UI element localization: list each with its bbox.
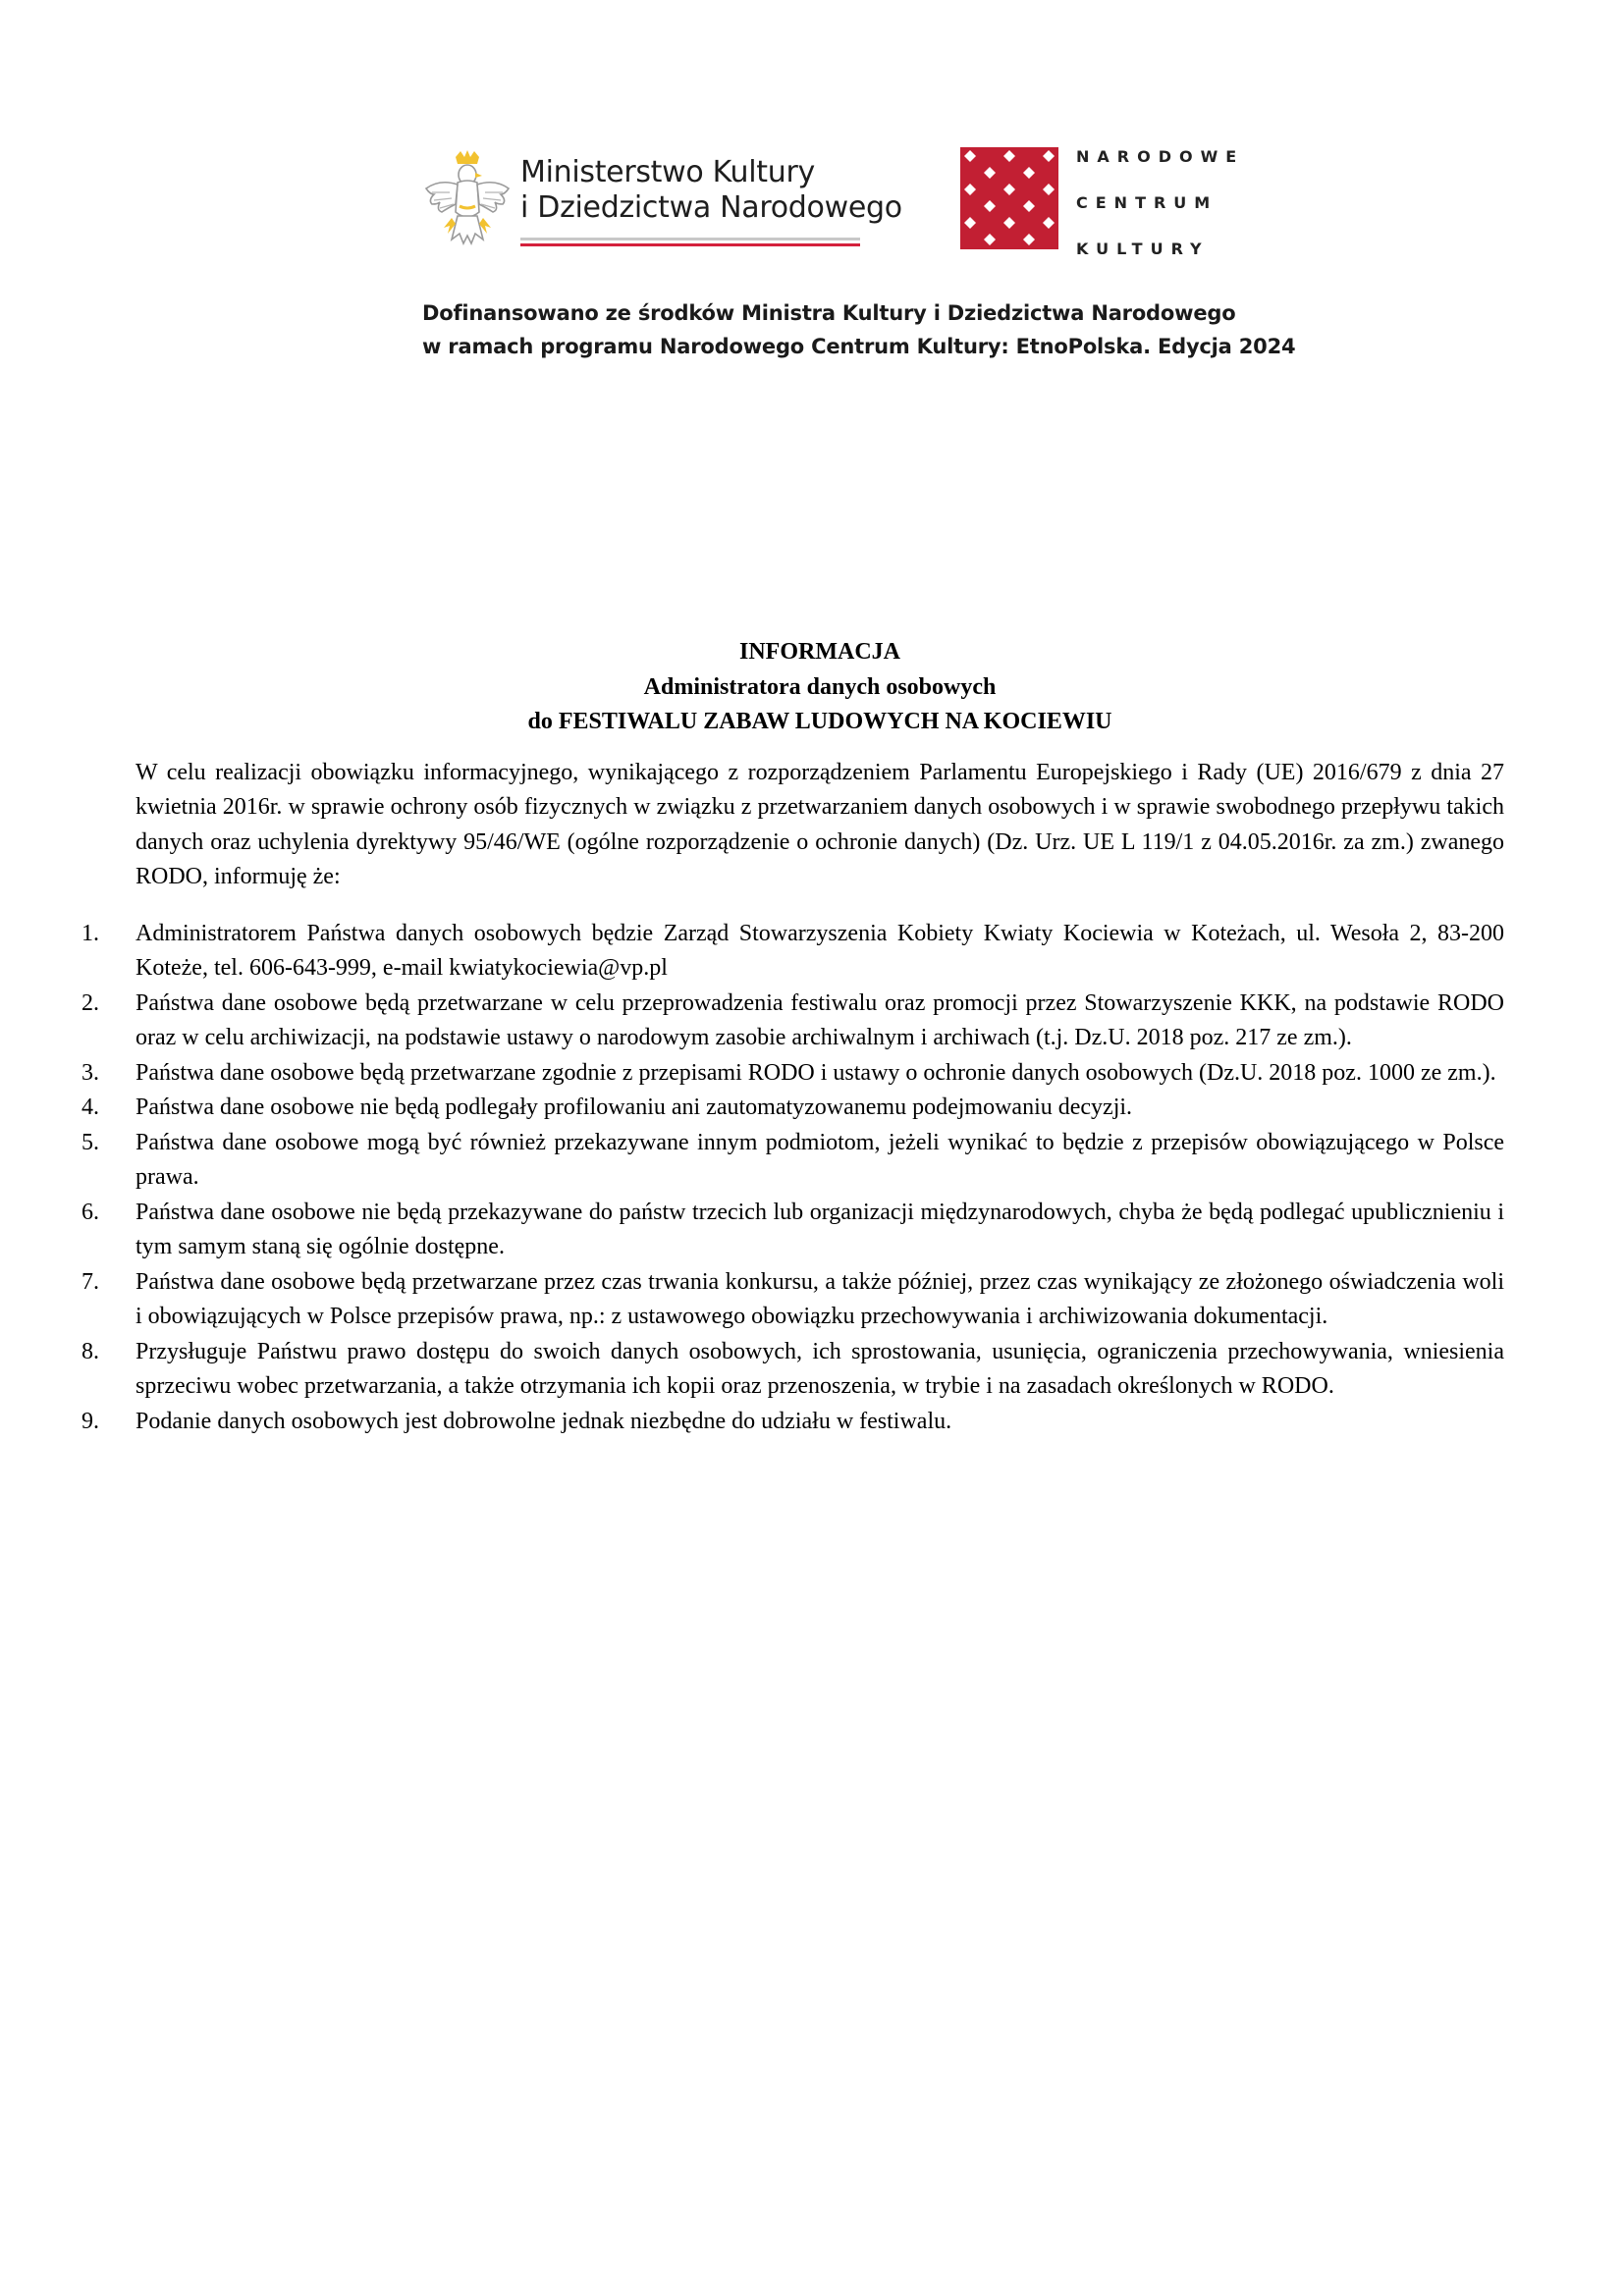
list-item bbox=[81, 917, 1504, 987]
list-item-text: Administratorem Państwa danych osobowych będzie Zarząd Stowarzyszenia Kobiety Kwiaty Kociewia w Koteżach, ul. Wesoła 2, 83-200 Koteże, tel. 606-643-999, e-mail kwiatykociewia@vp.pl bbox=[135, 920, 1504, 981]
document-body bbox=[81, 635, 1504, 1463]
clauses-list bbox=[81, 917, 1504, 1440]
ministry-name-line2: i Dziedzictwa Narodowego bbox=[520, 190, 902, 225]
list-item bbox=[81, 987, 1504, 1056]
document-title: INFORMACJA bbox=[739, 639, 900, 665]
nck-word-2: CENTRUM bbox=[1076, 193, 1218, 212]
intro-paragraph bbox=[135, 756, 1504, 895]
ministry-logo-bars bbox=[520, 238, 860, 246]
ministry-name-line1: Ministerstwo Kultury bbox=[520, 155, 815, 189]
list-item-text: Państwa dane osobowe będą przetwarzane przez czas trwania konkursu, a także później, przez czas wynikający ze złożonego oświadczenia woli i obowiązujących w Polsce przepisów prawa, np.: z ustawowego obowiązku przechowywania i archiwizowania dokumentacji. bbox=[135, 1268, 1504, 1329]
list-item bbox=[81, 1126, 1504, 1196]
list-item-number: 5. bbox=[81, 1129, 99, 1155]
funding-note bbox=[422, 296, 1306, 363]
list-item-text: Państwa dane osobowe będą przetwarzane w celu przeprowadzenia festiwalu oraz promocji przez Stowarzyszenie KKK, na podstawie RODO oraz w celu archiwizacji, na podstawie ustawy o narodowym zasobie archiwalnym i archiwach (t.j. Dz.U. 2018 poz. 217 ze zm.). bbox=[135, 989, 1504, 1050]
document-subtitle-1: Administratora danych osobowych bbox=[643, 673, 997, 700]
list-item-text: Przysługuje Państwu prawo dostępu do swoich danych osobowych, ich sprostowania, usunięcia, ograniczenia przechowywania, wniesienia sprzeciwu wobec przetwarzania, a także otrzymania ich kopii oraz przenoszenia, w trybie i na zasadach określonych w RODO. bbox=[135, 1338, 1504, 1399]
list-item-text: Państwa dane osobowe będą przetwarzane zgodnie z przepisami RODO i ustawy o ochronie danych osobowych (Dz.U. 2018 poz. 1000 ze zm.). bbox=[135, 1059, 1496, 1086]
ministry-name bbox=[520, 155, 902, 226]
list-item bbox=[81, 1056, 1504, 1092]
list-item-text: Państwa dane osobowe mogą być również przekazywane innym podmiotom, jeżeli wynikać to będzie z przepisów obowiązującego w Polsce prawa. bbox=[135, 1129, 1504, 1190]
list-item-text: Państwa dane osobowe nie będą przekazywane do państw trzecich lub organizacji międzynarodowych, chyba że będą podlegać upublicznieniu i tym samym staną się ogólnie dostępne. bbox=[135, 1199, 1504, 1259]
list-item-number: 3. bbox=[81, 1059, 99, 1086]
list-item-text: Podanie danych osobowych jest dobrowolne jednak niezbędne do udziału w festiwalu. bbox=[135, 1408, 952, 1434]
nck-logo bbox=[960, 147, 1255, 258]
ministry-bar-red bbox=[520, 243, 860, 246]
list-item-number: 6. bbox=[81, 1199, 99, 1225]
list-item-number: 8. bbox=[81, 1338, 99, 1364]
document-title-block bbox=[135, 635, 1504, 740]
ministry-bar-grey bbox=[520, 238, 860, 240]
nck-word-3: KULTURY bbox=[1076, 240, 1210, 258]
list-item-number: 2. bbox=[81, 989, 99, 1016]
list-item-text: Państwa dane osobowe nie będą podlegały profilowaniu ani zautomatyzowanemu podejmowaniu decyzji. bbox=[135, 1095, 1133, 1120]
list-item bbox=[81, 1196, 1504, 1265]
list-item bbox=[81, 1091, 1504, 1126]
document-subtitle-2: do FESTIWALU ZABAW LUDOWYCH NA KOCIEWIU bbox=[527, 709, 1112, 734]
nck-word-1: NARODOWE bbox=[1076, 147, 1245, 166]
list-item-number: 1. bbox=[81, 920, 99, 946]
list-item-number: 4. bbox=[81, 1095, 99, 1120]
polish-eagle-emblem-icon bbox=[420, 149, 514, 251]
intro-text: W celu realizacji obowiązku informacyjnego, wynikającego z rozporządzeniem Parlamentu Europejskiego i Rady (UE) 2016/679 z dnia 27 kwietnia 2016r. w sprawie ochrony osób fizycznych w związku z przetwarzaniem danych osobowych i w sprawie swobodnego przepływu takich danych oraz uchylenia dyrektywy 95/46/WE (ogólne rozporządzenie o ochronie danych) (Dz. Urz. UE L 119/1 z 04.05.2016r. za zm.) zwanego RODO, informuję że: bbox=[135, 759, 1504, 889]
nck-pattern-icon bbox=[960, 147, 1058, 249]
ministry-logo bbox=[420, 145, 902, 253]
funding-line-2: w ramach programu Narodowego Centrum Kultury: EtnoPolska. Edycja 2024 bbox=[422, 335, 1296, 358]
list-item-number: 9. bbox=[81, 1408, 99, 1434]
funding-line-1: Dofinansowano ze środków Ministra Kultury i Dziedzictwa Narodowego bbox=[422, 301, 1236, 325]
nck-wordmark bbox=[1076, 149, 1244, 288]
list-item-number: 7. bbox=[81, 1268, 99, 1295]
list-item bbox=[81, 1405, 1504, 1440]
list-item bbox=[81, 1265, 1504, 1335]
list-item bbox=[81, 1335, 1504, 1405]
